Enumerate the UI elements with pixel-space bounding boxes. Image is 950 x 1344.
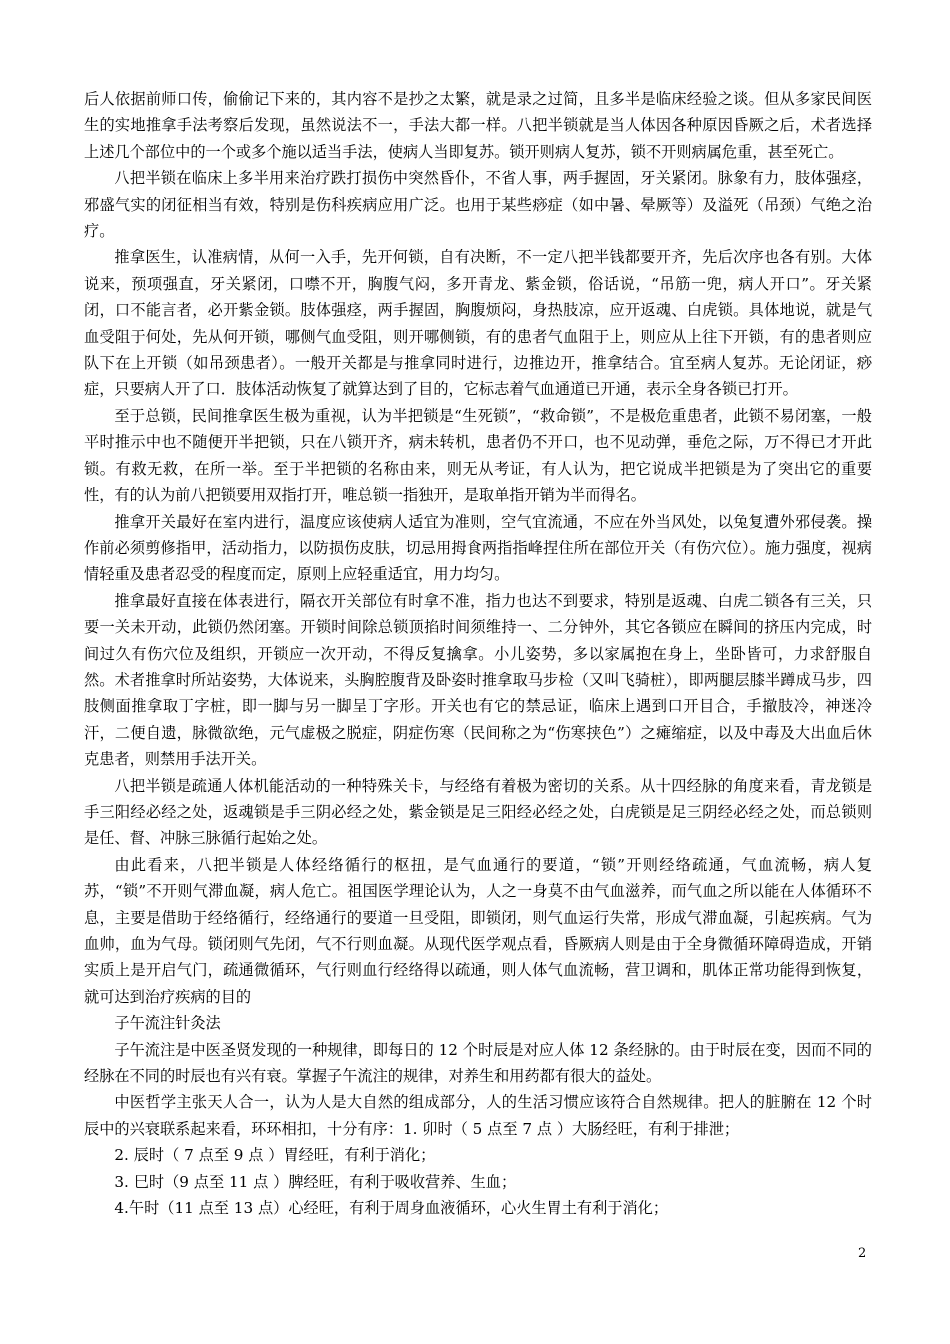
paragraph-7: 八把半锁是疏通人体机能活动的一种特殊关卡，与经络有着极为密切的关系。从十四经脉的角度来看，青龙锁是手三阳经必经之处，返魂锁是手三阴必经之处，紫金锁是足三阳经必经之处，白虎锁是足三阴经必经之处，而总锁则是任、督、冲脉三脉循行起始之处。 [84, 776, 872, 848]
paragraph-10: 中医哲学主张天人合一，认为人是大自然的组成部分，人的生活习惯应该符合自然规律。把人的脏腑在 12 个时辰中的兴衰联系起来看，环环相扣，十分有序：1. 卯时（ 5 点至 7 点 ）大肠经旺，有利于排泄； [84, 1093, 872, 1138]
list-item-2: 2. 辰时（ 7 点至 9 点 ）胃经旺，有利于消化； [114, 1146, 436, 1165]
paragraph-1: 后人依据前师口传，偷偷记下来的，其内容不是抄之太繁，就是录之过简，且多半是临床经验之谈。但从多家民间医生的实地推拿手法考察后发现，虽然说法不一，手法大都一样。八把半锁就是当人体因各种原因昏厥之后，术者选择上述几个部位中的一个或多个施以适当手法，使病人当即复苏。锁开则病人复苏，锁不开则病属危重，甚至死亡。 [84, 90, 872, 161]
paragraph-6: 推拿最好直接在体表进行，隔衣开关部位有时拿不准，指力也达不到要求，特别是返魂、白虎二锁各有三关，只要一关未开动，此锁仍然闭塞。开锁时间除总锁顶掐时间须维持一、二分钟外，其它各锁应在瞬间的挤压内完成，时间过久有伤穴位及组织，开锁应一次开动，不得反复擒拿。小儿姿势，多以家属抱在身上，坐卧皆可，力求舒服自然。术者推拿时所站姿势，大体说来，头胸腔腹背及卧姿时推拿取马步检（又叫飞骑桩），即两腿层膝半蹲成马步，四肢侧面推拿取丁字桩，即一脚与另一脚呈丁字形。开关也有它的禁忌证，临床上遇到口开目合，手撤肢冷，神迷冷汗，二便自遗，脉微欲绝，元气虚极之脱症，阴症伤寒（民间称之为“伤寒挟色”）之瘫缩症，以及中毒及大出血后休克患者，则禁用手法开关。 [84, 591, 872, 769]
document-body [84, 86, 872, 1221]
paragraph-3: 推拿医生，认准病情，从何一入手，先开何锁，自有决断，不一定八把半钱都要开齐，先后次序也各有别。大体说来，预项强直，牙关紧闭，口噤不开，胸腹气闷，多开青龙、紫金锁，俗话说，“吊筋一兜，病人开口”。牙关紧闭，口不能言者，必开紫金锁。肢体强痉，两手握固，胸腹烦闷，身热肢凉，应开返魂、白虎锁。具体地说，就是气血受阻于何处，先从何开锁，哪侧气血受阻，则开哪侧锁，有的患者气血阻于上，则应从上往下开锁，有的患者则应队下在上开锁（如吊颈患者）。一般开关都是与推拿同时进行，边推边开，推拿结合。宜至病人复苏。无论闭证，痧症，只要病人开了口．肢体活动恢复了就算达到了目的，它标志着气血通道已开通，表示全身各锁已打开。 [84, 248, 872, 399]
paragraph-2: 八把半锁在临床上多半用来治疗跌打损伤中突然昏仆，不省人事，两手握固，牙关紧闭。脉象有力，肢体强痉，邪盛气实的闭征相当有效，特别是伤科疾病应用广泛。也用于某些痧症（如中暑、晕厥等）及溢死（吊颈）气绝之治疗。 [84, 169, 872, 241]
paragraph-9: 子午流注是中医圣贤发现的一种规律，即每日的 12 个时辰是对应人体 12 条经脉的。由于时辰在变，因而不同的经脉在不同的时辰也有兴有衰。掌握子午流注的规律，对养生和用药都有很大的益处。 [84, 1040, 872, 1086]
list-item-4: 4.午时（11 点至 13 点）心经旺，有利于周身血液循环，心火生胃土有利于消化； [114, 1199, 669, 1218]
paragraph-4: 至于总锁，民间推拿医生极为重视，认为半把锁是“生死锁”，“救命锁”，不是极危重患者，此锁不易闭塞，一般平时推示中也不随便开半把锁，只在八锁开齐，病未转机，患者仍不开口，也不见动弹，垂危之际，万不得已才开此锁。有救无救，在所一举。至于半把锁的名称由来，则无从考证，有人认为，把它说成半把锁是为了突出它的重要性，有的认为前八把锁要用双指打开，唯总锁一指独开，是取单指开销为半而得名。 [84, 406, 872, 505]
section-heading: 子午流注针灸法 [114, 1014, 221, 1033]
paragraph-8: 由此看来，八把半锁是人体经络循行的枢扭，是气血通行的要道，“锁”开则经络疏通，气血流畅，病人复苏，“锁”不开则气滞血凝，病人危亡。祖国医学理论认为，人之一身莫不由气血滋养，而气血之所以能在人体循环不息，主要是借助于经络循行，经络通行的要道一旦受阻，即锁闭，则气血运行失常，形成气滞血凝，引起疾病。气为血帅，血为气母。锁闭则气先闭，气不行则血凝。从现代医学观点看，昏厥病人则是由于全身微循环障碍造成，开销实质上是开启气门，疏通微循环，气行则血行经络得以疏通，则人体气血流畅，营卫调和，肌体正常功能得到恢复，就可达到治疗疾病的目的 [84, 855, 872, 1006]
page-number: 2 [858, 1246, 867, 1261]
list-item-3: 3. 巳时（9 点至 11 点 ）脾经旺，有利于吸收营养、生血； [114, 1172, 517, 1191]
paragraph-5: 推拿开关最好在室内进行，温度应该使病人适宜为准则，空气宜流通，不应在外当风处，以兔复遭外邪侵袭。操作前必须剪修指甲，活动指力，以防损伤皮肤，切忌用拇食两指指峰捏住所在部位开关（有伤穴位）。施力强度，视病情轻重及患者忍受的程度而定，原则上应轻重适宜，用力均匀。 [84, 512, 872, 584]
